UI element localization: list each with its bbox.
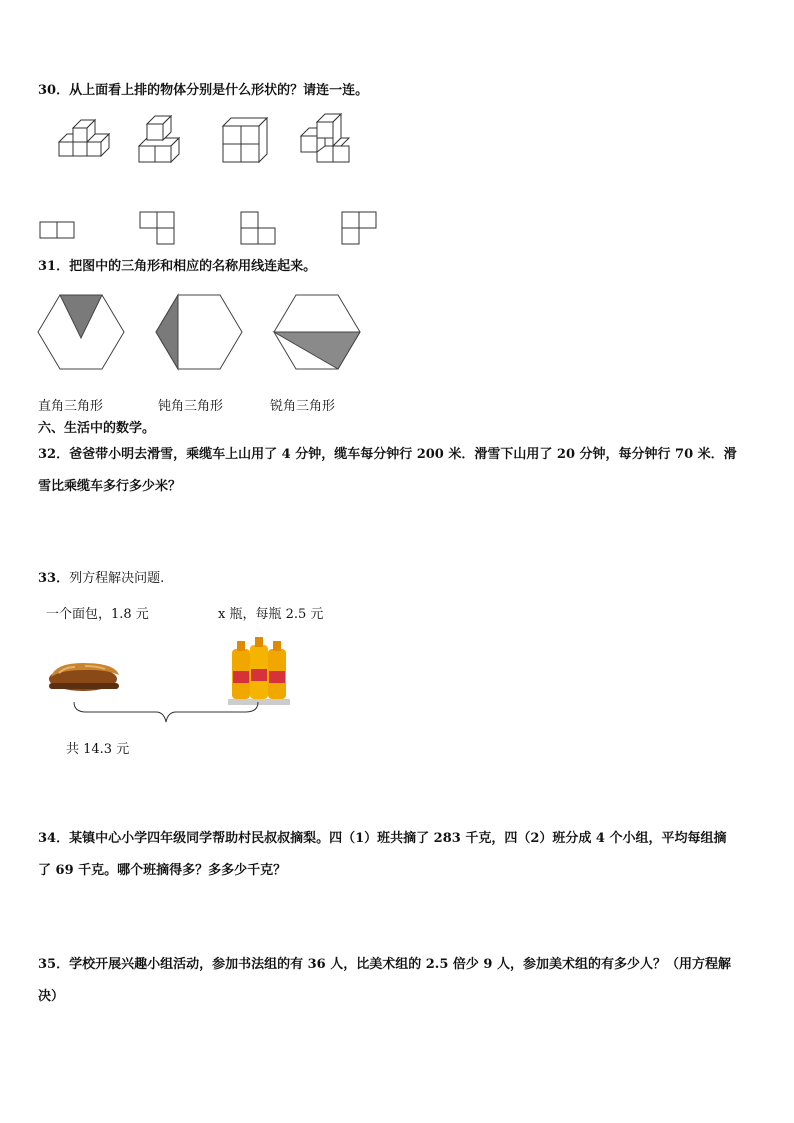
question-30 <box>38 82 368 100</box>
question-32-line2: 雪比乘缆车多行多少米？ <box>38 479 182 494</box>
question-number: 32． <box>38 447 70 462</box>
question-number: 30． <box>38 83 70 98</box>
question-33 <box>38 570 164 588</box>
top-view-1 <box>40 222 74 238</box>
bread-image <box>45 655 125 695</box>
hexagon-1 <box>38 295 124 369</box>
hexagon-2 <box>156 295 242 369</box>
total-price-label: 共 14.3 元 <box>66 742 130 757</box>
top-view-4 <box>342 212 376 244</box>
label-right-triangle: 直角三角形 <box>38 399 104 414</box>
top-view-3 <box>241 212 275 244</box>
top-view-shapes-row <box>40 210 380 250</box>
cube-figure-3 <box>223 118 267 162</box>
question-35 <box>38 956 731 974</box>
bottle-price-label: x 瓶，每瓶 2.5 元 <box>218 607 324 622</box>
total-brace <box>72 700 262 724</box>
cube-figure-2 <box>139 116 179 162</box>
question-text-line1: 学校开展兴趣小组活动，参加书法组的有 36 人，比美术组的 2.5 倍少 9 人，参加美术组的有多少人？（用方程解 <box>69 957 732 972</box>
question-text: 列方程解决问题. <box>69 571 165 586</box>
question-text: 把图中的三角形和相应的名称用线连起来。 <box>69 259 317 274</box>
label-obtuse-triangle: 钝角三角形 <box>158 399 224 414</box>
top-view-2 <box>140 212 174 244</box>
cube-figure-4 <box>301 114 349 162</box>
hexagon-3 <box>274 295 360 369</box>
question-34-line2: 了 69 千克。哪个班摘得多？多多少千克？ <box>38 863 287 878</box>
question-number: 31． <box>38 259 70 274</box>
label-acute-triangle: 锐角三角形 <box>270 399 336 414</box>
cube-figures-row <box>55 120 375 168</box>
section-heading: 六、生活中的数学。 <box>38 421 156 436</box>
question-32 <box>38 446 737 464</box>
question-text: 从上面看上排的物体分别是什么形状的？请连一连。 <box>69 83 369 98</box>
question-35-line2: 决） <box>38 989 65 1004</box>
bread-price-label: 一个面包，1.8 元 <box>46 607 149 622</box>
cube-figure-1 <box>59 120 109 156</box>
question-34 <box>38 830 726 848</box>
hexagon-figures <box>38 293 368 373</box>
question-31 <box>38 258 316 276</box>
question-number: 35． <box>38 957 70 972</box>
question-text-line1: 爸爸带小明去滑雪，乘缆车上山用了 4 分钟，缆车每分钟行 200 米．滑雪下山用了 20 分钟，每分钟行 70 米．滑 <box>69 447 737 462</box>
question-text-line1: 某镇中心小学四年级同学帮助村民叔叔摘梨。四（1）班共摘了 283 千克，四（2）班分成 4 个小组，平均每组摘 <box>69 831 727 846</box>
juice-bottles-image <box>228 635 290 707</box>
question-number: 34． <box>38 831 70 846</box>
question-number: 33． <box>38 571 70 586</box>
